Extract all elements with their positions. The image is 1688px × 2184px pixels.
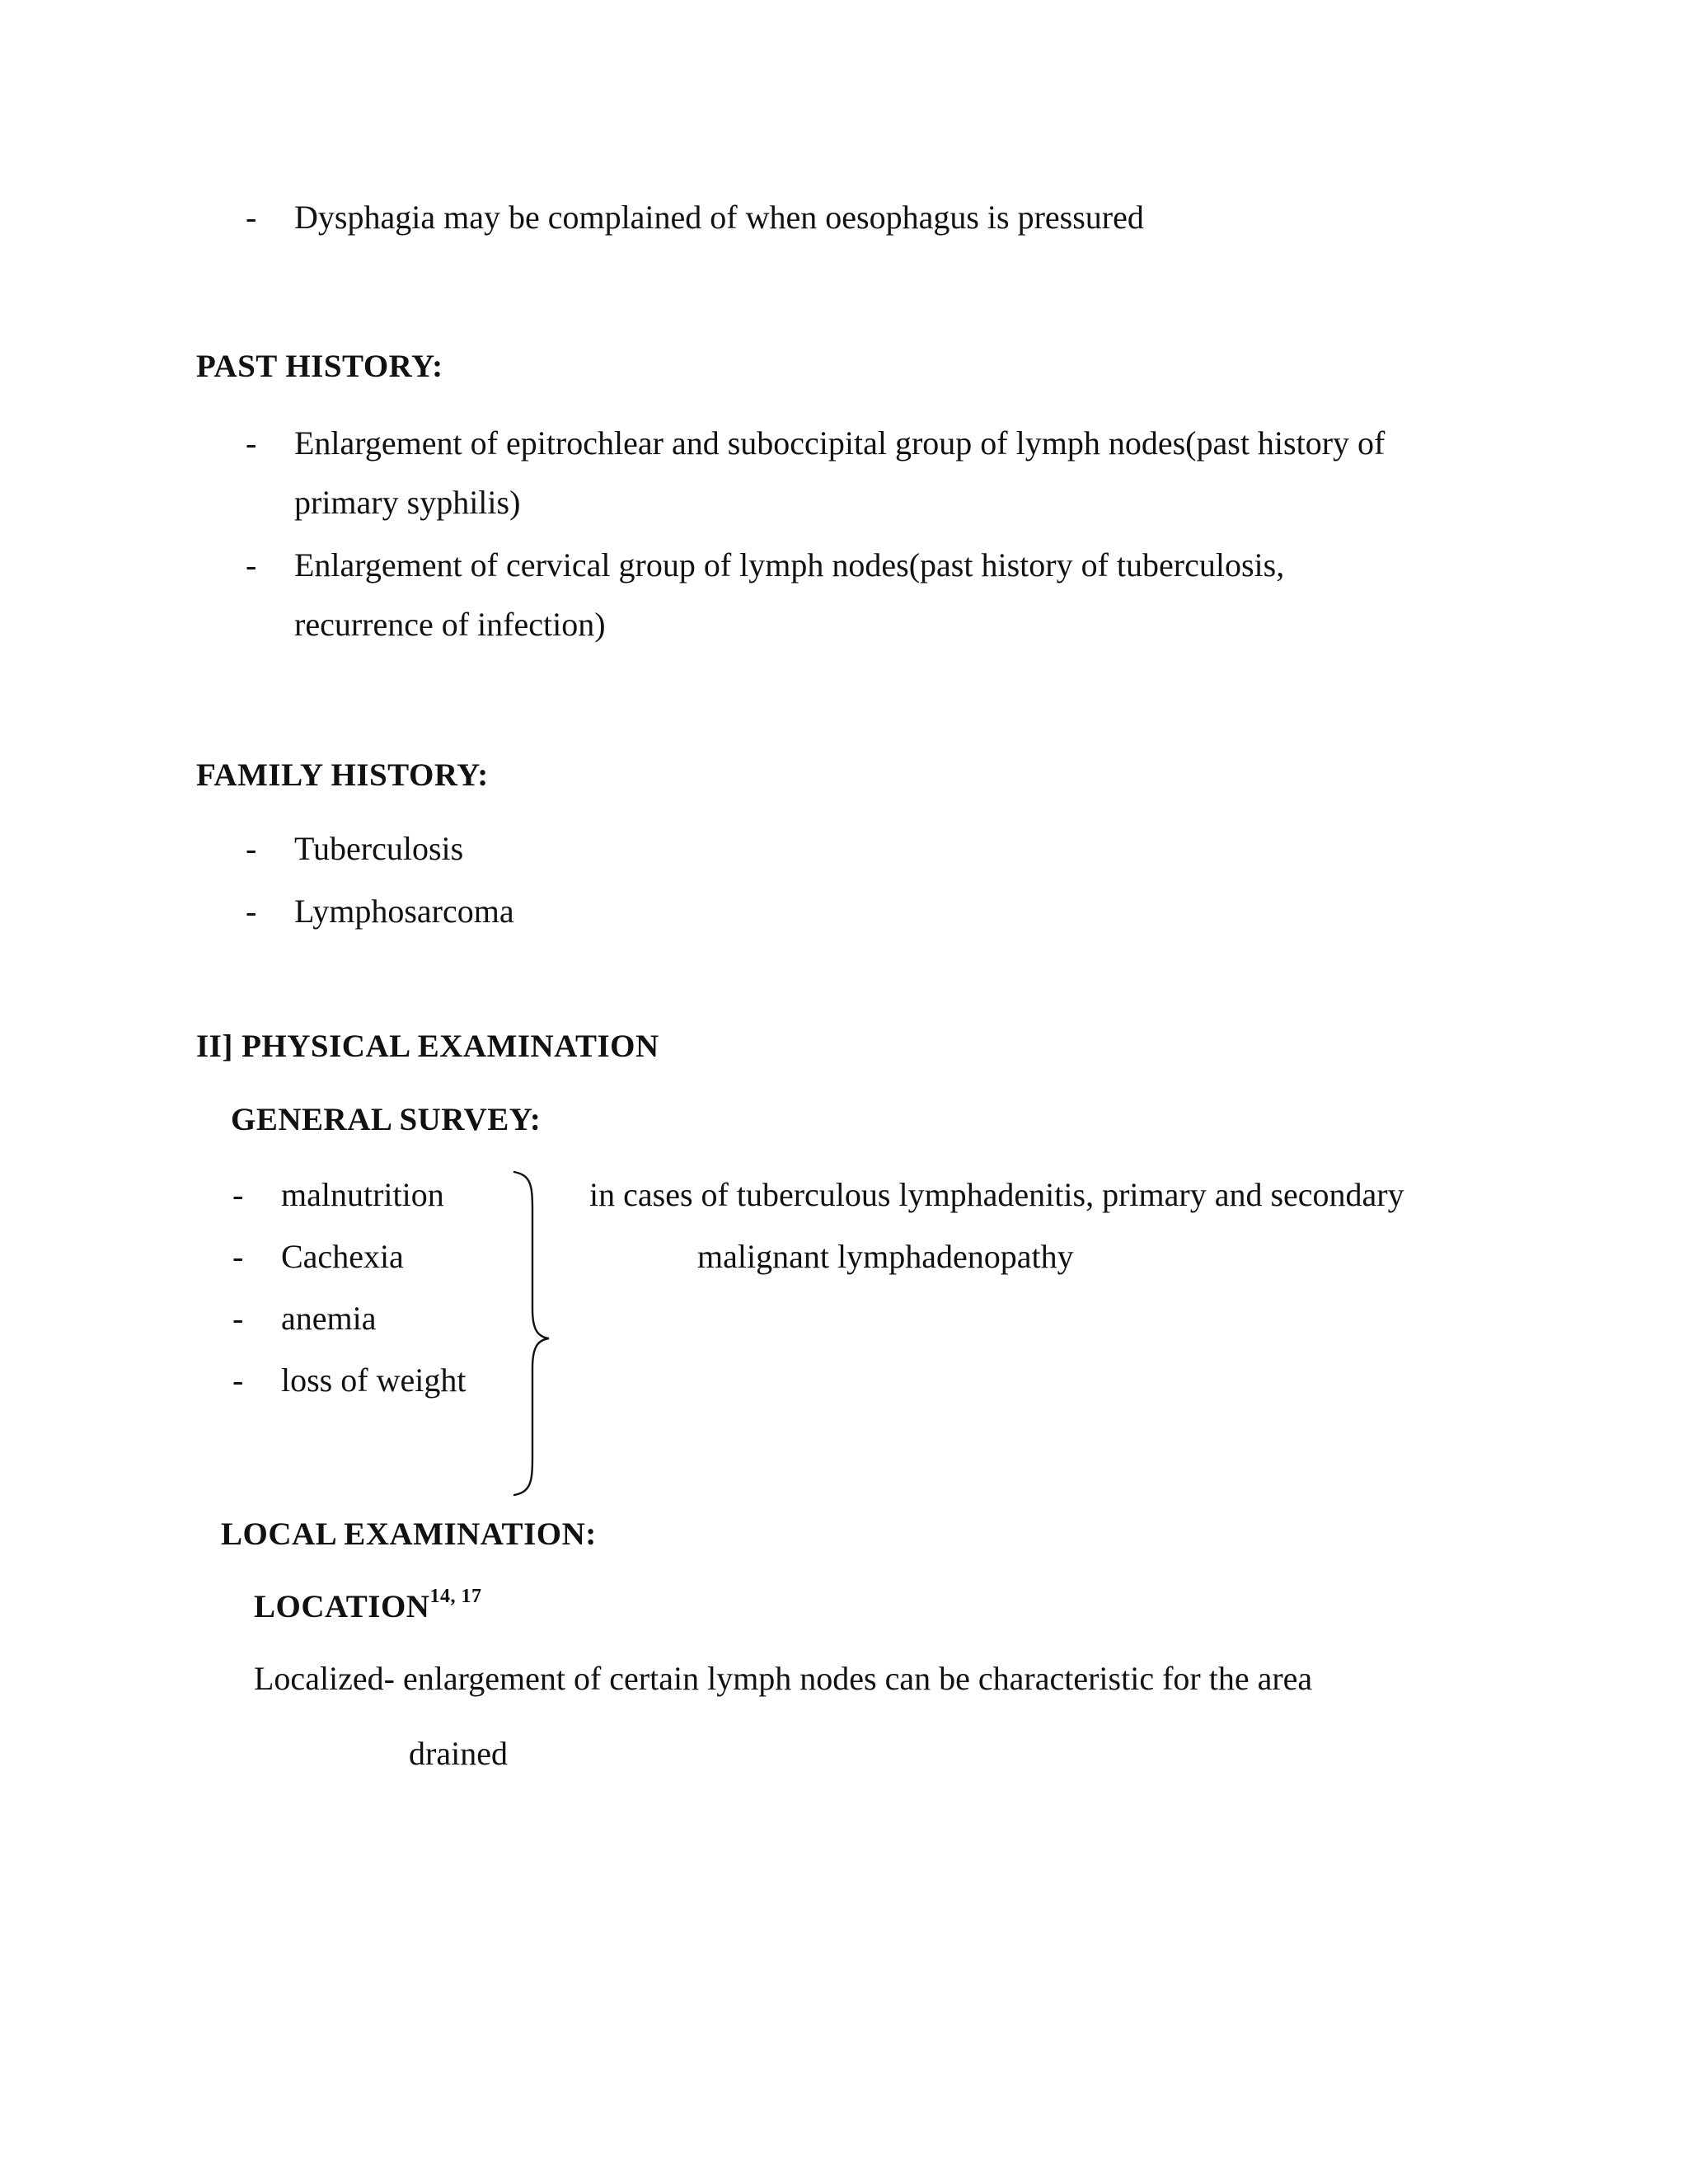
general-survey-note-line-2: malignant lymphadenopathy <box>697 1238 1074 1275</box>
localized-line-2: drained <box>409 1735 508 1772</box>
past-history-item-2-line-1: Enlargement of cervical group of lymph nodes(past history of tuberculosis, <box>294 546 1285 583</box>
localized-line-1: Localized- enlargement of certain lymph nodes can be characteristic for the area <box>254 1660 1313 1697</box>
past-history-heading: PAST HISTORY: <box>196 349 443 384</box>
location-heading-text: LOCATION <box>254 1589 430 1624</box>
dysphagia-text: Dysphagia may be complained of when oesophagus is pressured <box>294 199 1144 236</box>
bullet-dash: - <box>246 199 257 236</box>
general-survey-item-cachexia: Cachexia <box>281 1238 404 1275</box>
bullet-dash: - <box>232 1238 244 1275</box>
curly-brace-icon <box>508 1169 557 1498</box>
bullet-dash: - <box>232 1176 244 1213</box>
local-examination-heading: LOCAL EXAMINATION: <box>221 1516 597 1552</box>
general-survey-item-malnutrition: malnutrition <box>281 1176 444 1213</box>
physical-examination-heading: II] PHYSICAL EXAMINATION <box>196 1029 659 1064</box>
location-heading <box>254 1587 481 1627</box>
general-survey-heading: GENERAL SURVEY: <box>231 1102 542 1137</box>
bullet-dash: - <box>246 830 257 867</box>
family-history-heading: FAMILY HISTORY: <box>196 757 489 793</box>
bullet-dash: - <box>232 1361 244 1399</box>
family-history-item-tuberculosis: Tuberculosis <box>294 830 464 867</box>
bullet-dash: - <box>246 546 257 583</box>
location-reference-superscript: 14, 17 <box>429 1586 482 1607</box>
past-history-item-1-line-2: primary syphilis) <box>294 484 521 521</box>
bullet-dash: - <box>246 893 257 930</box>
general-survey-note-line-1: in cases of tuberculous lymphadenitis, primary and secondary <box>589 1176 1404 1213</box>
past-history-item-2-line-2: recurrence of infection) <box>294 606 606 643</box>
past-history-item-1-line-1: Enlargement of epitrochlear and suboccipital group of lymph nodes(past history of <box>294 424 1386 462</box>
family-history-item-lymphosarcoma: Lymphosarcoma <box>294 893 514 930</box>
bullet-dash: - <box>246 424 257 462</box>
general-survey-item-anemia: anemia <box>281 1300 377 1337</box>
general-survey-item-loss-of-weight: loss of weight <box>281 1361 467 1399</box>
bullet-dash: - <box>232 1300 244 1337</box>
